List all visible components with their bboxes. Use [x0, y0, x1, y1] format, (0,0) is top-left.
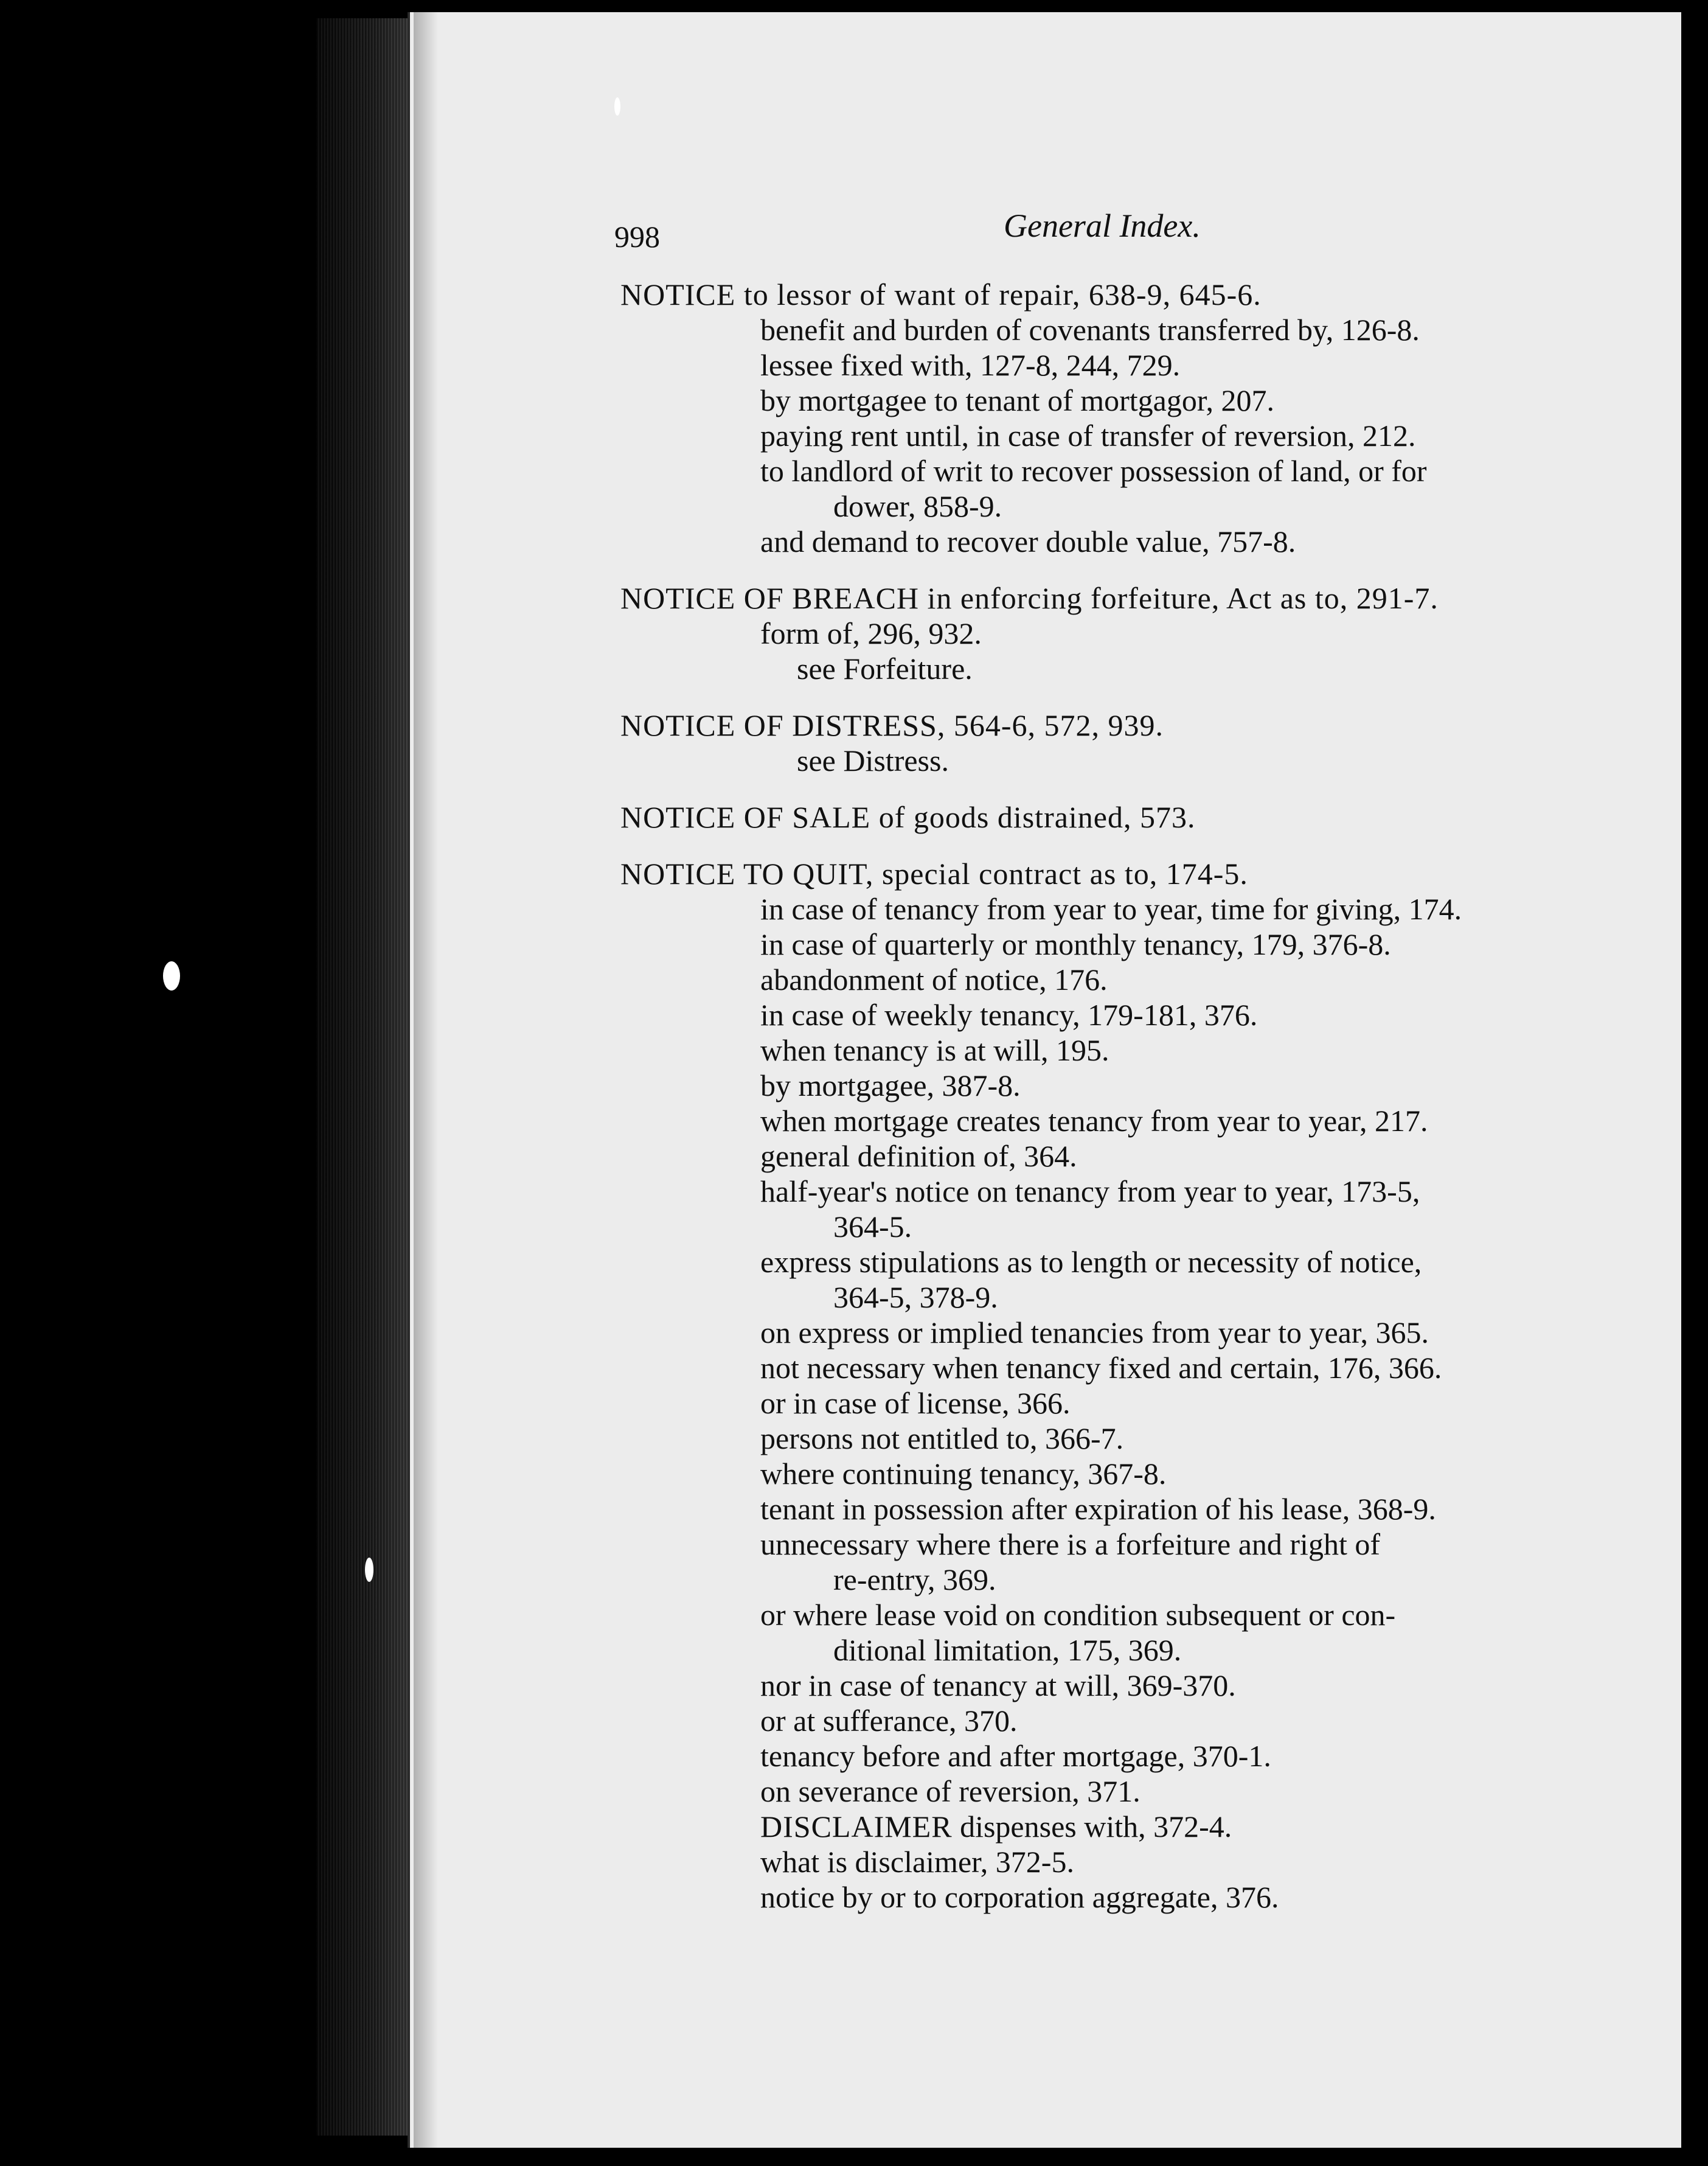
running-title: General Index. — [1004, 207, 1201, 244]
subentry: in case of tenancy from year to year, time for giving, 174. — [760, 892, 1462, 926]
index-body — [620, 277, 1679, 1936]
index-entry-notice-of-breach — [620, 580, 1679, 686]
entry-headline — [620, 856, 1679, 891]
subentry: on express or implied tenancies from year to year, 365. — [760, 1315, 1429, 1349]
subentry: or in case of license, 366. — [760, 1386, 1071, 1420]
subentry: tenant in possession after expiration of his lease, 368-9. — [760, 1492, 1436, 1526]
index-entry-notice-of-distress — [620, 708, 1679, 778]
entry-heading: NOTICE OF SALE — [620, 800, 871, 834]
subentry: benefit and burden of covenants transferred by, 126-8. — [760, 313, 1420, 347]
subentry: notice by or to corporation aggregate, 376. — [760, 1880, 1279, 1914]
subentry-continuation: ditional limitation, 175, 369. — [833, 1633, 1182, 1667]
subentry: unnecessary where there is a forfeiture and right of — [760, 1527, 1380, 1561]
subentry: lessee fixed with, 127-8, 244, 729. — [760, 348, 1181, 382]
subentry: to landlord of writ to recover possession of land, or for — [760, 454, 1427, 488]
entry-text: special contract as to, 174-5. — [881, 857, 1248, 891]
index-entry-notice — [620, 277, 1679, 559]
entry-heading: NOTICE OF DISTRESS, — [620, 708, 946, 742]
subentry: paying rent until, in case of transfer of reversion, 212. — [760, 419, 1416, 453]
subentry: when mortgage creates tenancy from year to year, 217. — [760, 1104, 1428, 1138]
index-entry-notice-of-sale — [620, 799, 1679, 835]
entry-heading: NOTICE OF BREACH — [620, 581, 920, 615]
disclaimer-heading: DISCLAIMER — [760, 1809, 953, 1844]
entry-text: to lessor of want of repair, 638-9, 645-6. — [743, 277, 1262, 312]
subentry: on severance of reversion, 371. — [760, 1774, 1140, 1808]
entry-text: 564-6, 572, 939. — [953, 708, 1164, 742]
subentry: general definition of, 364. — [760, 1139, 1077, 1173]
subentry: persons not entitled to, 366-7. — [760, 1421, 1124, 1455]
subentry: and demand to recover double value, 757-8. — [760, 524, 1296, 559]
entry-text: of goods distrained, 573. — [878, 800, 1196, 834]
see-reference: see Distress. — [797, 743, 949, 778]
subentry: what is disclaimer, 372-5. — [760, 1845, 1074, 1879]
entry-text: in enforcing forfeiture, Act as to, 291-7. — [927, 581, 1439, 615]
subentry-continuation: dower, 858-9. — [833, 489, 1002, 523]
subentry: by mortgagee to tenant of mortgagor, 207. — [760, 383, 1274, 417]
subentry: half-year's notice on tenancy from year to year, 173-5, — [760, 1174, 1420, 1208]
see-reference: see Forfeiture. — [797, 652, 973, 686]
gutter-shadow — [414, 12, 438, 2148]
subentry: or at sufferance, 370. — [760, 1704, 1018, 1738]
subentry: express stipulations as to length or necessity of notice, — [760, 1245, 1422, 1279]
subentry-continuation: 364-5. — [833, 1210, 912, 1244]
entry-headline — [620, 277, 1679, 312]
subentry: tenancy before and after mortgage, 370-1. — [760, 1739, 1271, 1773]
white-speck — [614, 97, 620, 116]
subentry: form of, 296, 932. — [760, 616, 982, 650]
page-number: 998 — [614, 220, 660, 254]
index-entry-notice-to-quit — [620, 856, 1679, 1915]
entry-heading: NOTICE TO QUIT, — [620, 857, 874, 891]
subentry-continuation: 364-5, 378-9. — [833, 1280, 998, 1314]
entry-heading: NOTICE — [620, 277, 736, 312]
entry-headline — [620, 708, 1679, 743]
white-speck — [365, 1558, 373, 1582]
subentry: abandonment of notice, 176. — [760, 963, 1108, 997]
subentry: not necessary when tenancy fixed and certain, 176, 366. — [760, 1351, 1442, 1385]
subentry: or where lease void on condition subsequent or con- — [760, 1598, 1396, 1632]
subentry: in case of weekly tenancy, 179-181, 376. — [760, 998, 1258, 1032]
subentry: in case of quarterly or monthly tenancy, 179, 376-8. — [760, 927, 1391, 961]
entry-headline — [620, 799, 1679, 835]
subentry: when tenancy is at will, 195. — [760, 1033, 1109, 1067]
subentry-disclaimer — [620, 1809, 1679, 1844]
white-speck — [163, 961, 180, 991]
subentry: nor in case of tenancy at will, 369-370. — [760, 1668, 1236, 1702]
subentry: where continuing tenancy, 367-8. — [760, 1457, 1167, 1491]
subentry-continuation: re-entry, 369. — [833, 1562, 996, 1597]
disclaimer-text: dispenses with, 372-4. — [960, 1809, 1232, 1844]
entry-headline — [620, 580, 1679, 616]
page-header — [614, 207, 1648, 256]
subentry: by mortgagee, 387-8. — [760, 1068, 1021, 1102]
